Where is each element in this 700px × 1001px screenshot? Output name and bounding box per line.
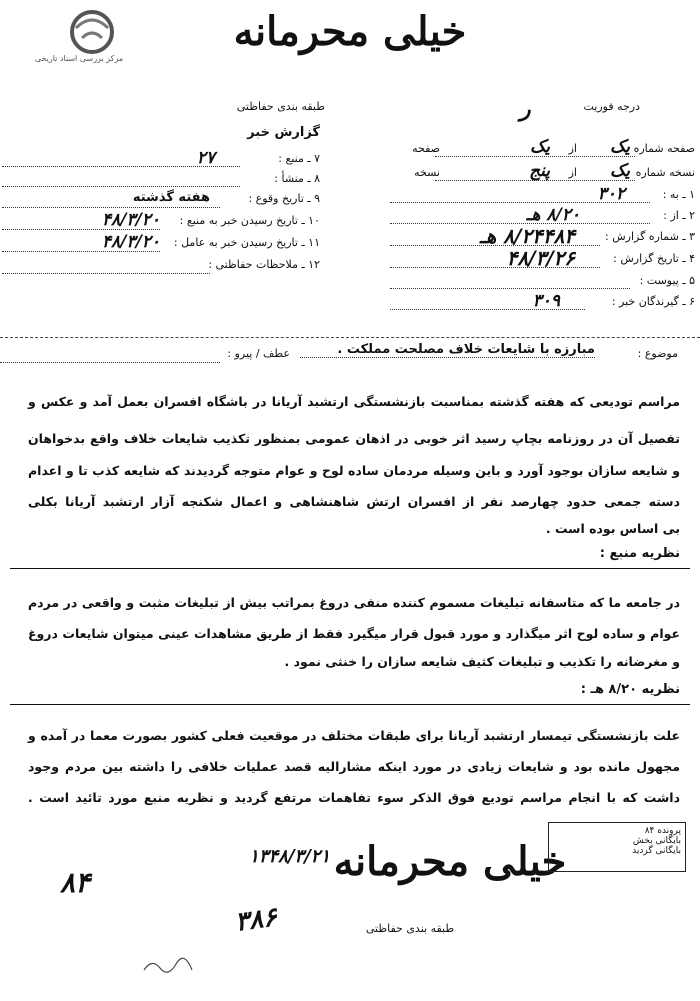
footer-classification-label: طبقه بندی حفاظتی (365, 922, 455, 935)
archive-logo (12, 8, 142, 78)
form-row-report-number: ۳ ـ شماره گزارش : ۸/۲۴۴۸۴ هـ (380, 228, 695, 250)
right-form-rows (380, 186, 695, 314)
source-opinion-underline (10, 568, 690, 569)
dotted-line (2, 273, 210, 274)
form-row-occurrence-date: ۹ ـ تاریخ وقوع : هفته گذشته (0, 190, 320, 212)
reference-dotted-line (0, 362, 220, 363)
pencil-scribble (140, 940, 200, 980)
form-row-attachment: ۵ ـ پیوست : (380, 272, 695, 293)
priority-label: درجه فوریت (583, 100, 640, 113)
priority-mark: ر (520, 96, 531, 122)
body-line-3: و شایعه سازان بوجود آورد و باین وسیله مردمان ساده لوح و عوام متوجه گردیدند که شایعه کذب تا و اعدام (28, 463, 680, 478)
reference-label: عطف / پیرو : (227, 347, 290, 360)
form-row-report-date: ۴ ـ تاریخ گزارش : ۴۸/۳/۲۶ (380, 250, 695, 272)
dotted-line (2, 207, 220, 208)
source-opinion-line-2: عوام و ساده لوح اثر میگذارد و مورد قبول قرار میگیرد فقط از طریق مشاهدات عینی میتوان شایعات دروغ (28, 626, 680, 641)
agent-opinion-line-2: مجهول مانده بود و شایعات زیادی در مورد اینکه مشارالیه قصد عملیات خلافی را داشته بین مردم وجود (28, 759, 680, 774)
handwritten-date-note: ۱۳۴۸/۳/۲۱ (249, 846, 330, 867)
agent-opinion-heading: نظریه ۸/۲۰ هـ : (580, 682, 680, 697)
classification-label: طبقه بندی حفاظتی (236, 100, 325, 113)
report-type: گزارش خبر (247, 125, 320, 140)
section-divider (0, 337, 700, 338)
subject-label: موضوع : (637, 347, 678, 360)
dotted-line (2, 186, 240, 187)
form-row-recipients: ۶ ـ گیرندگان خبر : ۳۰۹ (380, 293, 695, 314)
copy-number-line: نسخه شماره یک از پنج نسخه (414, 161, 695, 181)
dotted-line (435, 180, 635, 181)
source-opinion-heading: نظریه منبع : (599, 546, 680, 561)
agent-opinion-line-3: داشت که با انجام مراسم تودیع فوق الذکر سوء تفاهمات مرتفع گردید و نظریه منبع مورد تائید است . (28, 790, 680, 805)
source-opinion-line-1: در جامعه ما که متاسفانه تبلیغات مسموم کننده منفی دروغ بمراتب بیش از تبلیغات مثبت و واقعی در مردم (28, 595, 680, 610)
left-form-rows (0, 150, 320, 278)
dotted-line (2, 251, 160, 252)
logo-text: مرکز بررسی اسناد تاریخی (34, 54, 124, 63)
agent-opinion-line-1: علت بازنشستگی تیمسار ارتشبد آریانا برای طبقات مختلف در موقعیت فعلی کشور بصورت معما در آمده و (28, 728, 680, 743)
footer-classification-title: خیلی محرمانه (333, 838, 567, 885)
body-line-5: بی اساس بوده است . (545, 521, 680, 536)
dotted-line (390, 309, 585, 310)
dotted-line (2, 166, 240, 167)
form-row-received-agent: ۱۱ ـ تاریخ رسیدن خبر به عامل : ۴۸/۳/۲۰ (0, 234, 320, 256)
dotted-line (2, 229, 160, 230)
source-opinion-line-3: و مغرضانه را تکذیب و تبلیغات کثیف شایعه سازان را خنثی نمود . (284, 654, 680, 669)
form-row-source: ۷ ـ منبع : ۲۷ (0, 150, 320, 170)
dotted-line (435, 156, 635, 157)
page-number-line: صفحه شماره یک از یک صفحه (412, 137, 695, 157)
body-line-1: مراسم تودیعی که هفته گذشته بمناسبت بازنشستگی ارتشبد آریانا در باشگاه افسران بعمل آمد و عکس و (28, 394, 680, 409)
form-row-to: ۱ ـ به : ۳۰۲ (380, 186, 695, 207)
form-row-received-source: ۱۰ ـ تاریخ رسیدن خبر به منبع : ۴۸/۳/۲۰ (0, 212, 320, 234)
body-line-2: تفصیل آن در روزنامه بچاپ رسید اثر خوبی در اذهان عمومی بمنظور تکذیب شایعات خلاف واقع بدخواهان (28, 431, 680, 446)
form-row-protection-notes: ۱۲ ـ ملاحظات حفاظتی : (0, 256, 320, 278)
filing-stamp: پرونده ۸۴ بایگانی بخش بایگانی گردید (548, 822, 686, 872)
dotted-line (390, 288, 630, 289)
classification-title: خیلی محرمانه (233, 8, 467, 55)
body-line-4: دسته جمعی حدود چهارصد نفر از افسران ارتش شاهنشاهی و اعمال شکنجه آزار ارتشبد آریانا بکلی (28, 494, 680, 509)
dotted-line (390, 267, 600, 268)
margin-number: ۸۴ (60, 866, 91, 899)
form-row-origin: ۸ ـ منشأ : (0, 170, 320, 190)
form-row-from: ۲ ـ از : ۸/۲۰ هـ (380, 207, 695, 228)
agent-opinion-underline (10, 704, 690, 705)
handwritten-scribble: ۳۸۶ (233, 902, 279, 938)
subject-value: مبارزه با شایعات خلاف مصلحت مملکت . (300, 342, 595, 358)
dotted-line (390, 202, 650, 203)
